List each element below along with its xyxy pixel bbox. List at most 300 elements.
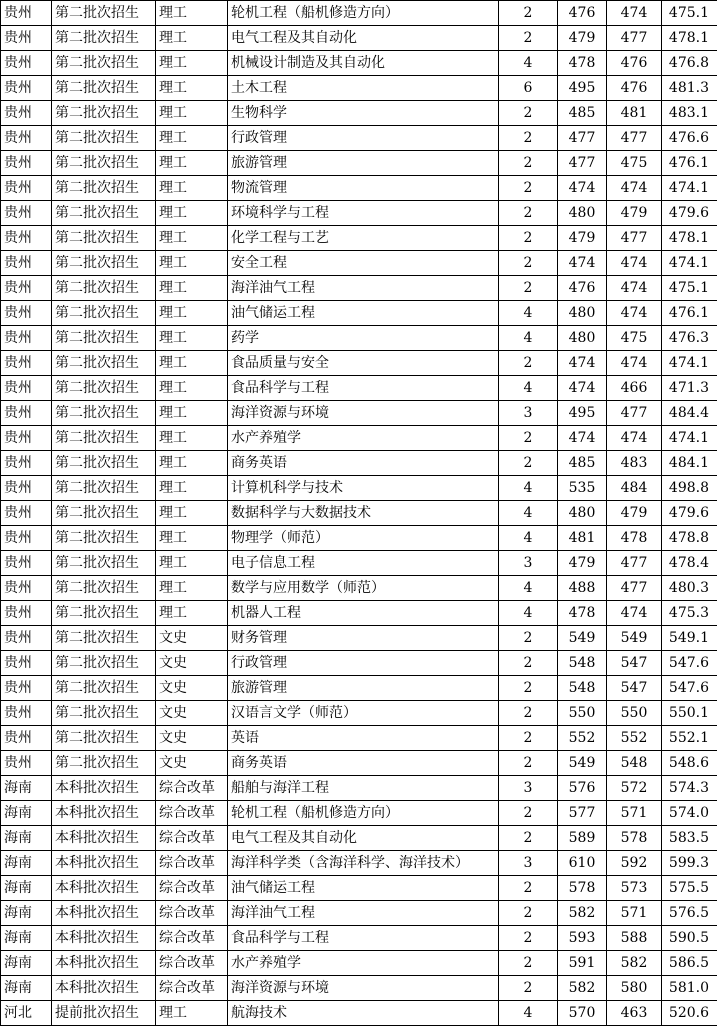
plan-count-cell: 2 [499,826,558,851]
table-row [1,351,717,376]
table-row [1,401,717,426]
batch-cell: 第二批次招生 [52,526,156,551]
avg-score-cell: 478.1 [662,226,717,251]
plan-count-cell: 4 [499,476,558,501]
max-score-cell: 610 [558,851,607,876]
plan-count-cell: 2 [499,276,558,301]
category-cell: 理工 [156,426,228,451]
avg-score-cell: 599.3 [662,851,717,876]
min-score-cell: 552 [607,726,662,751]
min-score-cell: 475 [607,326,662,351]
batch-cell: 本科批次招生 [52,851,156,876]
plan-count-cell: 2 [499,351,558,376]
plan-count-cell: 2 [499,801,558,826]
batch-cell: 第二批次招生 [52,101,156,126]
plan-count-cell: 2 [499,451,558,476]
plan-count-cell: 2 [499,226,558,251]
avg-score-cell: 475.1 [662,276,717,301]
batch-cell: 第二批次招生 [52,576,156,601]
category-cell: 理工 [156,1,228,26]
table-row [1,576,717,601]
province-cell: 贵州 [1,401,52,426]
max-score-cell: 549 [558,751,607,776]
batch-cell: 第二批次招生 [52,726,156,751]
avg-score-cell: 590.5 [662,926,717,951]
avg-score-cell: 484.1 [662,451,717,476]
major-cell: 物理学（师范） [228,526,499,551]
plan-count-cell: 2 [499,101,558,126]
max-score-cell: 582 [558,976,607,1001]
plan-count-cell: 2 [499,176,558,201]
plan-count-cell: 2 [499,251,558,276]
table-row [1,151,717,176]
major-cell: 食品科学与工程 [228,376,499,401]
major-cell: 食品科学与工程 [228,926,499,951]
plan-count-cell: 2 [499,951,558,976]
min-score-cell: 477 [607,26,662,51]
max-score-cell: 593 [558,926,607,951]
major-cell: 行政管理 [228,126,499,151]
major-cell: 物流管理 [228,176,499,201]
max-score-cell: 477 [558,151,607,176]
plan-count-cell: 2 [499,626,558,651]
province-cell: 贵州 [1,376,52,401]
category-cell: 理工 [156,501,228,526]
batch-cell: 本科批次招生 [52,951,156,976]
batch-cell: 本科批次招生 [52,776,156,801]
table-row [1,76,717,101]
max-score-cell: 477 [558,126,607,151]
province-cell: 贵州 [1,426,52,451]
avg-score-cell: 476.3 [662,326,717,351]
max-score-cell: 480 [558,301,607,326]
max-score-cell: 591 [558,951,607,976]
province-cell: 贵州 [1,326,52,351]
plan-count-cell: 2 [499,676,558,701]
plan-count-cell: 3 [499,776,558,801]
batch-cell: 第二批次招生 [52,301,156,326]
batch-cell: 第二批次招生 [52,601,156,626]
province-cell: 贵州 [1,601,52,626]
avg-score-cell: 478.4 [662,551,717,576]
table-row [1,301,717,326]
plan-count-cell: 2 [499,651,558,676]
avg-score-cell: 474.1 [662,426,717,451]
max-score-cell: 549 [558,626,607,651]
avg-score-cell: 474.1 [662,251,717,276]
min-score-cell: 548 [607,751,662,776]
table-row [1,826,717,851]
major-cell: 汉语言文学（师范） [228,701,499,726]
min-score-cell: 477 [607,401,662,426]
plan-count-cell: 2 [499,701,558,726]
province-cell: 海南 [1,976,52,1001]
plan-count-cell: 3 [499,851,558,876]
avg-score-cell: 478.8 [662,526,717,551]
table-row [1,876,717,901]
major-cell: 数据科学与大数据技术 [228,501,499,526]
avg-score-cell: 480.3 [662,576,717,601]
province-cell: 海南 [1,826,52,851]
max-score-cell: 548 [558,651,607,676]
category-cell: 理工 [156,601,228,626]
max-score-cell: 481 [558,526,607,551]
category-cell: 文史 [156,751,228,776]
min-score-cell: 592 [607,851,662,876]
province-cell: 贵州 [1,551,52,576]
batch-cell: 第二批次招生 [52,126,156,151]
category-cell: 综合改革 [156,951,228,976]
major-cell: 船舶与海洋工程 [228,776,499,801]
avg-score-cell: 474.1 [662,176,717,201]
table-row [1,176,717,201]
major-cell: 机器人工程 [228,601,499,626]
batch-cell: 第二批次招生 [52,51,156,76]
table-row [1,26,717,51]
avg-score-cell: 498.8 [662,476,717,501]
category-cell: 理工 [156,576,228,601]
plan-count-cell: 4 [499,526,558,551]
avg-score-cell: 476.8 [662,51,717,76]
plan-count-cell: 4 [499,1001,558,1026]
min-score-cell: 474 [607,301,662,326]
category-cell: 综合改革 [156,876,228,901]
min-score-cell: 479 [607,501,662,526]
max-score-cell: 479 [558,551,607,576]
category-cell: 综合改革 [156,801,228,826]
table-row [1,801,717,826]
batch-cell: 本科批次招生 [52,801,156,826]
min-score-cell: 550 [607,701,662,726]
table-row [1,251,717,276]
plan-count-cell: 2 [499,201,558,226]
province-cell: 贵州 [1,451,52,476]
province-cell: 海南 [1,776,52,801]
category-cell: 理工 [156,76,228,101]
table-row [1,451,717,476]
table-row [1,476,717,501]
category-cell: 理工 [156,126,228,151]
province-cell: 贵州 [1,226,52,251]
batch-cell: 第二批次招生 [52,26,156,51]
max-score-cell: 474 [558,351,607,376]
avg-score-cell: 481.3 [662,76,717,101]
table-row [1,776,717,801]
plan-count-cell: 4 [499,601,558,626]
avg-score-cell: 586.5 [662,951,717,976]
category-cell: 文史 [156,701,228,726]
min-score-cell: 481 [607,101,662,126]
batch-cell: 提前批次招生 [52,1001,156,1026]
max-score-cell: 479 [558,226,607,251]
major-cell: 安全工程 [228,251,499,276]
avg-score-cell: 520.6 [662,1001,717,1026]
table-body [1,1,717,1026]
plan-count-cell: 2 [499,426,558,451]
province-cell: 贵州 [1,176,52,201]
plan-count-cell: 4 [499,576,558,601]
max-score-cell: 535 [558,476,607,501]
province-cell: 贵州 [1,676,52,701]
min-score-cell: 474 [607,276,662,301]
batch-cell: 第二批次招生 [52,201,156,226]
avg-score-cell: 476.1 [662,301,717,326]
batch-cell: 第二批次招生 [52,701,156,726]
min-score-cell: 479 [607,201,662,226]
major-cell: 数学与应用数学（师范） [228,576,499,601]
min-score-cell: 484 [607,476,662,501]
max-score-cell: 474 [558,426,607,451]
category-cell: 综合改革 [156,976,228,1001]
province-cell: 贵州 [1,701,52,726]
max-score-cell: 474 [558,176,607,201]
major-cell: 海洋油气工程 [228,901,499,926]
category-cell: 理工 [156,151,228,176]
category-cell: 理工 [156,301,228,326]
batch-cell: 第二批次招生 [52,501,156,526]
max-score-cell: 495 [558,76,607,101]
min-score-cell: 474 [607,426,662,451]
plan-count-cell: 4 [499,501,558,526]
avg-score-cell: 549.1 [662,626,717,651]
province-cell: 贵州 [1,751,52,776]
major-cell: 环境科学与工程 [228,201,499,226]
min-score-cell: 474 [607,601,662,626]
min-score-cell: 549 [607,626,662,651]
batch-cell: 第二批次招生 [52,451,156,476]
province-cell: 贵州 [1,101,52,126]
min-score-cell: 571 [607,801,662,826]
max-score-cell: 488 [558,576,607,601]
avg-score-cell: 548.6 [662,751,717,776]
province-cell: 海南 [1,926,52,951]
batch-cell: 本科批次招生 [52,876,156,901]
table-row [1,651,717,676]
category-cell: 理工 [156,51,228,76]
avg-score-cell: 475.3 [662,601,717,626]
batch-cell: 第二批次招生 [52,151,156,176]
major-cell: 化学工程与工艺 [228,226,499,251]
province-cell: 海南 [1,851,52,876]
avg-score-cell: 547.6 [662,651,717,676]
max-score-cell: 570 [558,1001,607,1026]
min-score-cell: 466 [607,376,662,401]
max-score-cell: 552 [558,726,607,751]
min-score-cell: 580 [607,976,662,1001]
max-score-cell: 550 [558,701,607,726]
major-cell: 海洋科学类（含海洋科学、海洋技术） [228,851,499,876]
min-score-cell: 474 [607,176,662,201]
min-score-cell: 547 [607,676,662,701]
table-row [1,1001,717,1026]
plan-count-cell: 6 [499,76,558,101]
batch-cell: 本科批次招生 [52,826,156,851]
category-cell: 理工 [156,101,228,126]
plan-count-cell: 2 [499,26,558,51]
table-row [1,851,717,876]
avg-score-cell: 575.5 [662,876,717,901]
major-cell: 海洋资源与环境 [228,401,499,426]
max-score-cell: 480 [558,501,607,526]
batch-cell: 本科批次招生 [52,901,156,926]
batch-cell: 第二批次招生 [52,226,156,251]
province-cell: 海南 [1,901,52,926]
min-score-cell: 478 [607,526,662,551]
major-cell: 机械设计制造及其自动化 [228,51,499,76]
max-score-cell: 480 [558,326,607,351]
table-row [1,901,717,926]
province-cell: 贵州 [1,251,52,276]
category-cell: 文史 [156,726,228,751]
batch-cell: 第二批次招生 [52,626,156,651]
major-cell: 轮机工程（船机修造方向） [228,1,499,26]
province-cell: 贵州 [1,476,52,501]
major-cell: 水产养殖学 [228,426,499,451]
table-row [1,676,717,701]
table-row [1,501,717,526]
batch-cell: 第二批次招生 [52,751,156,776]
max-score-cell: 474 [558,376,607,401]
major-cell: 生物科学 [228,101,499,126]
category-cell: 理工 [156,326,228,351]
major-cell: 电气工程及其自动化 [228,26,499,51]
major-cell: 航海技术 [228,1001,499,1026]
major-cell: 水产养殖学 [228,951,499,976]
plan-count-cell: 4 [499,51,558,76]
category-cell: 理工 [156,401,228,426]
table-row [1,326,717,351]
min-score-cell: 475 [607,151,662,176]
major-cell: 旅游管理 [228,151,499,176]
min-score-cell: 474 [607,351,662,376]
province-cell: 海南 [1,801,52,826]
province-cell: 贵州 [1,626,52,651]
table-row [1,701,717,726]
table-row [1,951,717,976]
avg-score-cell: 478.1 [662,26,717,51]
table-row [1,1,717,26]
province-cell: 贵州 [1,351,52,376]
max-score-cell: 485 [558,101,607,126]
major-cell: 药学 [228,326,499,351]
min-score-cell: 483 [607,451,662,476]
table-row [1,976,717,1001]
avg-score-cell: 483.1 [662,101,717,126]
major-cell: 电气工程及其自动化 [228,826,499,851]
major-cell: 电子信息工程 [228,551,499,576]
avg-score-cell: 547.6 [662,676,717,701]
table-row [1,626,717,651]
avg-score-cell: 476.6 [662,126,717,151]
category-cell: 理工 [156,451,228,476]
category-cell: 理工 [156,551,228,576]
category-cell: 文史 [156,676,228,701]
category-cell: 理工 [156,251,228,276]
table-row [1,376,717,401]
batch-cell: 第二批次招生 [52,376,156,401]
plan-count-cell: 2 [499,751,558,776]
min-score-cell: 477 [607,226,662,251]
table-row [1,726,717,751]
table-row [1,551,717,576]
category-cell: 文史 [156,651,228,676]
batch-cell: 第二批次招生 [52,251,156,276]
table-row [1,601,717,626]
batch-cell: 本科批次招生 [52,926,156,951]
category-cell: 文史 [156,626,228,651]
province-cell: 贵州 [1,576,52,601]
province-cell: 贵州 [1,526,52,551]
table-row [1,51,717,76]
category-cell: 综合改革 [156,776,228,801]
avg-score-cell: 576.5 [662,901,717,926]
plan-count-cell: 2 [499,976,558,1001]
min-score-cell: 476 [607,51,662,76]
plan-count-cell: 2 [499,876,558,901]
province-cell: 海南 [1,951,52,976]
table-row [1,751,717,776]
table-row [1,426,717,451]
province-cell: 贵州 [1,726,52,751]
province-cell: 海南 [1,876,52,901]
min-score-cell: 571 [607,901,662,926]
plan-count-cell: 4 [499,301,558,326]
max-score-cell: 478 [558,601,607,626]
avg-score-cell: 574.0 [662,801,717,826]
province-cell: 贵州 [1,201,52,226]
category-cell: 理工 [156,526,228,551]
avg-score-cell: 479.6 [662,501,717,526]
batch-cell: 第二批次招生 [52,426,156,451]
table-row [1,926,717,951]
plan-count-cell: 2 [499,926,558,951]
min-score-cell: 573 [607,876,662,901]
table-row [1,101,717,126]
plan-count-cell: 2 [499,126,558,151]
max-score-cell: 478 [558,51,607,76]
min-score-cell: 578 [607,826,662,851]
avg-score-cell: 552.1 [662,726,717,751]
plan-count-cell: 2 [499,151,558,176]
avg-score-cell: 475.1 [662,1,717,26]
batch-cell: 第二批次招生 [52,651,156,676]
category-cell: 理工 [156,226,228,251]
table-row [1,276,717,301]
max-score-cell: 576 [558,776,607,801]
min-score-cell: 463 [607,1001,662,1026]
min-score-cell: 477 [607,126,662,151]
major-cell: 旅游管理 [228,676,499,701]
max-score-cell: 476 [558,1,607,26]
plan-count-cell: 4 [499,326,558,351]
province-cell: 贵州 [1,501,52,526]
major-cell: 土木工程 [228,76,499,101]
major-cell: 海洋油气工程 [228,276,499,301]
max-score-cell: 480 [558,201,607,226]
avg-score-cell: 484.4 [662,401,717,426]
major-cell: 计算机科学与技术 [228,476,499,501]
avg-score-cell: 476.1 [662,151,717,176]
min-score-cell: 572 [607,776,662,801]
province-cell: 河北 [1,1001,52,1026]
plan-count-cell: 2 [499,901,558,926]
province-cell: 贵州 [1,276,52,301]
category-cell: 综合改革 [156,901,228,926]
batch-cell: 第二批次招生 [52,401,156,426]
province-cell: 贵州 [1,1,52,26]
major-cell: 油气储运工程 [228,876,499,901]
avg-score-cell: 583.5 [662,826,717,851]
